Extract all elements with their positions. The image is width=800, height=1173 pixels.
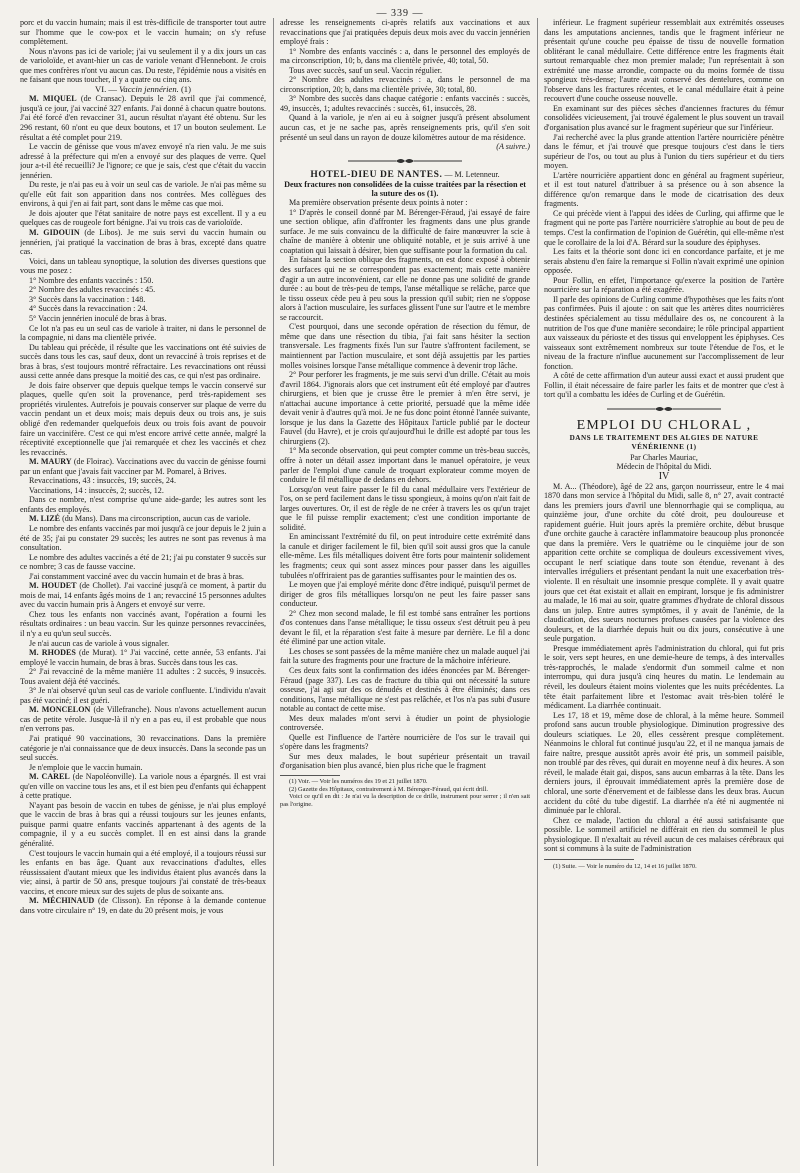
paragraph-text: Dans ce nombre, n'est comprise qu'une aide-garde; les autres sont les enfants des employés. — [20, 495, 266, 514]
paragraph: Ce qui précède vient à l'appui des idées de Curling, qui affirme que le fragment qui ne porte pas l'artère nourricière s'atrophie au bout de peu de temps. C'est la confirmation de l'opinion de Guérétin, qui elle-même n'est que le corollaire de la loi d'A. Bérard sur la soudure des épiphyses. — [544, 208, 784, 247]
paragraph — [20, 381, 266, 457]
paragraph: Les faits et la théorie sont donc ici en concordance parfaite, et je me serais abstenu d'en faire la remarque si Follin n'avait exprimé une opinion opposée. — [544, 247, 784, 276]
paragraph-text: Je dois faire observer que depuis quelque temps le vaccin conservé sur plaques, quelle qu'en soit la provenance, perd très-rapidement ses propriétés virulentes. Autrefois je pouvais conserver sur plaque de verre du vaccin pendant un et deux mois; mais depuis deux ou trois ans, je suis obligé d'en redemander quelquefois deux ou trois fois avant de pouvoir faire un vaccinifère. C'est ce qui m'est encore arrivé cette année, malgré la réceptivité exceptionnelle que j'ai remarquée et chez les vaccinés et chez les revaccinés. — [20, 380, 266, 457]
paragraph-text: (de Villefranche). Nous n'avons actuellement aucun cas de petite vérole. Jusque-là il n'y en a pas eu, il est probable que nous n'en verrons pas. — [20, 705, 266, 734]
paragraph — [20, 324, 266, 343]
paragraph-text: Je n'ai aucun cas de variole à vous signaler. — [29, 638, 170, 648]
article-heading — [280, 170, 530, 181]
paragraph — [20, 686, 266, 705]
paragraph-text: 2° J'ai revacciné de la même manière 11 adultes : 2 succès, 9 insuccès. Tous avaient déjà été vaccinés. — [20, 667, 266, 686]
paragraph: Tous avec succès, sauf un seul. Vaccin régulier. — [289, 65, 443, 75]
paragraph — [20, 572, 266, 582]
paragraph-text: (de Clisson). En réponse à la demande contenue dans votre circulaire n° 19, en date du 20 présent mois, je vous — [20, 896, 266, 915]
article-subtitle: DANS LE TRAITEMENT DES ALGIES DE NATURE VÉNÉRIENNE (1) — [569, 433, 759, 452]
to-be-continued: (A suivre.) — [496, 142, 530, 152]
paragraph-group — [20, 94, 266, 275]
paragraph: adresse les renseignements ci-après relatifs aux vaccinations et aux revaccinations que j'ai pratiquées depuis deux mois avec du vaccin jennérien employé frais : — [280, 18, 530, 47]
speaker-name: M. HOUDET — [29, 581, 77, 591]
paragraph: Nous n'avons pas ici de variole; j'ai vu seulement il y a dix jours un cas de varioloïde, et avant-hier un cas de variole venant d'Hennebont. Je crois que mes confrères n'ont vu aucun cas. Du reste, l'épidémie nous a visités en ne faisant que nous toucher, il y a quatre ou cinq ans. — [20, 46, 266, 85]
paragraph: C'est pourquoi, dans une seconde opération de résection du fémur, de même que dans une résection du tibia, j'ai fait sans hésiter la section transversale. Les fragments fixés l'un sur l'autre s'affrontent facilement, se maintiennent par l'action musculaire, et sont déjà assujettis par les parties molles voisines lorsque l'anse métallique commence à devenir trop lâche. — [280, 322, 530, 370]
paragraph — [20, 524, 266, 553]
paragraph-text: J'ai constamment vacciné avec du vaccin humain et de bras à bras. — [29, 571, 244, 581]
paragraph-text: (de Chollet). J'ai vacciné jusqu'à ce moment, à partir du mois de mai, 14 enfants âgés moins de 1 an; revacciné 15 personnes adultes avec du vaccin humain pris à Angers et envoyé sur verre. — [20, 581, 266, 610]
paragraph-text: Le nombre des enfants vaccinés par moi jusqu'à ce jour depuis le 2 juin a été de 35; j'ai pu constater 29 succès; les autres ne sont pas revenus à ma consultation. — [20, 523, 266, 553]
speaker-name: M. CAREL — [29, 772, 70, 782]
article-title: HOTEL-DIEU DE NANTES. — [310, 169, 443, 180]
paragraph-group — [544, 482, 784, 854]
paragraph: Lorsqu'on veut faire passer le fil du canal médullaire vers l'extérieur de l'os, on se perd facilement dans le tissu spongieux, à moins qu'on n'ait fait de larges ouvertures. Or, il est de règle de ne créer à travers les os qu'un trajet que le fil puisse remplir exactement; c'est une condition importante de solidité. — [280, 484, 530, 532]
paragraph — [20, 228, 266, 257]
footnote: Voici ce qu'il en dit : Je n'ai vu la description de ce drille, instrument pour serrer ; il n'en sait pas l'origine. — [280, 793, 530, 808]
speaker-name: M. MAURY — [29, 457, 72, 467]
speaker-name: M. MIQUEL — [29, 94, 77, 104]
paragraph-text: Vaccinations, 14 : insuccès, 2; succès, 12. — [29, 485, 164, 495]
paragraph: Quelle est l'influence de l'artère nourricière de l'os sur le travail qui s'opère dans les fragments? — [280, 732, 530, 752]
paragraph: Il parle des opinions de Curling comme d'hypothèses que les faits n'ont pas confirmées. Puis il ajoute : on sait que les artères dites nourricières destinées spécialement au tissu médullaire des os, ne concourent à la nutrition de l'os que d'une manière secondaire; le rôle principal appartient aux vaisseaux du périoste et des tissus qui enveloppent les épiphyses. Ces vaisseaux sont extrêmement nombreux sur toute l'étendue de l'os, et le niveau de la fracture n'influe aucunement sur l'accomplissement de leur fonction. — [544, 294, 784, 371]
paragraph: L'artère nourricière appartient donc en général au fragment supérieur, et il est tout naturel d'attribuer à sa présence ou à son absence la différence qu'on remarque dans le mode de cicatrisation des deux fragments. — [544, 170, 784, 209]
paragraph-group — [280, 198, 530, 771]
paragraph-text: (de Napoléonville). La variole nous a épargnés. Il est vrai qu'en ville on vaccine tous les ans, et il est bien peu d'enfants qui échappent à cette pratique. — [20, 772, 266, 801]
paragraph: porc et du vaccin humain; mais il est très-difficile de transporter tout autre sur l'homme que le cow-pox et le vaccin humain; on s'y refuse complètement. — [20, 18, 266, 47]
paragraph-text: (de Floirac). Vaccinations avec du vaccin de génisse fourni par un enfant que j'avais fait vacciner par M. Pomarel, à Brives. — [20, 457, 266, 476]
paragraph — [20, 343, 266, 381]
footnote-rule — [280, 775, 340, 776]
paragraph — [20, 257, 266, 276]
paragraph — [20, 476, 266, 486]
paragraph: 1° Nombre des enfants vaccinés : a, dans le personnel des employés de ma circonscription, 10; b, dans ma clientèle privée, 40; total, 50. — [280, 46, 530, 66]
paragraph — [20, 209, 266, 228]
paragraph-text: C'est toujours le vaccin humain qui a été employé, il a toujours réussi sur les enfants en bas âge. Quant aux revaccinations d'adultes, elles réussissaient d'autant mieux que les individus étaient plus avancés dans la vie; ainsi, à partir de 50 ans, presque toujours j'ai constaté de très-beaux vaccins, et encore mieux sur des sujets de plus de soixante ans. — [20, 848, 266, 896]
paragraph — [20, 667, 266, 686]
speaker-name: M. LIZÉ — [29, 514, 61, 524]
paragraph: Chez ce malade, l'action du chloral a été aussi satisfaisante que possible. Le sommeil artificiel ne différait en rien du sommeil le plus physiologique. Il n'exaltait au réveil aucun de ces malaises cérébraux qui sont si communs à la suite de l'administration — [544, 815, 784, 854]
article-author: — M. Letenneur. — [442, 169, 500, 179]
paragraph-text: Ce lot n'a pas eu un seul cas de variole à traiter, ni dans le personnel de la compagnie, ni dans ma clientèle privée. — [20, 323, 266, 343]
paragraph — [20, 896, 266, 915]
paragraph: 3° Nombre des succès dans chaque catégorie : enfants vaccinés : succès, 49, insuccès, 1; adultes revaccinés : succès, 61, insuccès, 28. — [280, 94, 530, 113]
paragraph-text: N'ayant pas besoin de vaccin en tubes de génisse, je n'ai plus employé que le vaccin de bras à bras qui a réussi toujours sur les jeunes enfants, puisque parmi quatre enfants vaccinés appartenant à des agents de la compagnie, il y a eu succès complet. Il en est ainsi dans la grande généralité. — [20, 800, 266, 849]
paragraph: M. A... (Théodore), âgé de 22 ans, garçon nourrisseur, entre le 4 mai 1870 dans mon service à l'hôpital du Midi, salle 8, n° 27, avait contracté dans les premiers jours d'avril une blennorrhagie qui se compliqua, au quinzième jour, d'une orchite du côté droit, peu douloureuse et rapidement guérie. Huit jours après la première orchite, début brusque d'une orchite gauche à caractère inflammatoire beaucoup plus prononcée que dans la première. Vers le quatrième ou le cinquième jour de son apparition cette orchite se compliqua de douleurs excessivement vives, occupant le nerf sciatique dans toute son étendue, revenant à des intervalles irréguliers et présentant pendant la nuit une exacerbation très-violente. Il en résultait une insomnie presque complète. Il y avait quatre jours que cet état existait et allait en empirant, lorsque je fis administrer au malade, le 16 mai au soir, quatre grammes d'hydrate de chloral dissous dans un julep. Entre autres symptômes, il y avait de l'anémie, de la claudication, des sueurs nocturnes profuses causées par la violence des douleurs, et de la diarrhée depuis huit ou dix jours, consécutive à une seule purgation. — [544, 481, 784, 644]
paragraph-text: (de Murat). 1° J'ai vacciné, cette année, 53 enfants. J'ai employé le vaccin humain, de bras à bras. Succès dans tous les cas. — [20, 648, 266, 667]
paragraph-text: (de Cransac). Depuis le 28 avril que j'ai commencé, jusqu'à ce jour, j'ai vacciné 327 enfants. J'ai donné à chacun quatre boutons. J'ai été forcé d'en revacciner 31, aucun résultat n'ayant été obtenu. Sur les 296 restant, 60 n'ont eu que deux boutons, et 17 un bouton seulement. Le résultat a été complet pour 219. — [20, 94, 266, 142]
footnotes — [280, 778, 530, 808]
paragraph — [20, 772, 266, 801]
paragraph: Pour Follin, en effet, l'importance qu'exerce la position de l'artère nourricière sur la réparation a été exagérée. — [544, 275, 784, 295]
paragraph — [20, 648, 266, 667]
paragraph — [20, 94, 266, 142]
paragraph — [20, 849, 266, 897]
paragraph-text: Je n'emploie que le vaccin humain. — [29, 762, 143, 772]
article-subtitle: Deux fractures non consolidées de la cuisse traitées par la résection et la suture des os (1). — [284, 180, 526, 199]
list-item: 1° Nombre des enfants vaccinés : 150. — [29, 275, 154, 285]
paragraph — [20, 553, 266, 572]
paragraph: J'ai recherché avec la plus grande attention l'artère nourricière pénètre dans le fémur, et j'ai trouvé que presque toujours c'est dans le tiers supérieur de l'os, ou tout au plus à l'union du tiers supérieur et du tiers moyen. — [544, 132, 784, 171]
paragraph-text: (du Mans). Dans ma circonscription, aucun cas de variole. — [60, 514, 251, 524]
paragraph: Ma première observation présente deux points à noter : — [289, 198, 468, 208]
list-item: 5° Vaccin jennérien inoculé de bras à bras. — [29, 313, 167, 323]
paragraph: A côté de cette affirmation d'un auteur aussi exact et aussi prudent que Follin, il était nécessaire de faire parler les faits et de montrer que c'est à tort qu'il a combattu les idées de Curling et de Guérétin. — [544, 371, 784, 400]
footnote: (1) Voir. — Voir les numéros des 19 et 21 juillet 1870. — [289, 778, 428, 786]
paragraph-text: Le vaccin de génisse que vous m'avez envoyé n'a rien valu. Je me suis adressé à la préfecture qui m'en a envoyé sur des plaques de verre. Quel jour a-t-il été recueilli? Je l'ignore; ce que je sais, c'est que c'était du vaccin jennérien. — [20, 142, 266, 180]
paragraph: Les choses se sont passées de la même manière chez un malade auquel j'ai fait la suture des fragments pour une fracture de la mâchoire inférieure. — [280, 646, 530, 666]
paragraph: Quand à la variole, je n'en ai eu à soigner jusqu'à présent absolument aucun cas, et je ne sache pas, après renseignements pris, qu'il s'en soit présenté un seul dans un rayon de douze kilomètres autour de ma résidence. — [280, 113, 530, 142]
paragraph: Mes deux malades m'ont servi à étudier un point de physiologie controversée. — [280, 713, 530, 733]
paragraph-text: 3° Je n'ai observé qu'un seul cas de variole confluente. L'individu n'avait pas été vacciné; il est guéri. — [20, 686, 266, 705]
paragraph — [20, 734, 266, 763]
column-right — [544, 18, 784, 1166]
ornament-divider — [605, 405, 723, 413]
paragraph: Sur mes deux malades, le bout supérieur présentait un travail d'organisation bien plus avancé, bien plus riche que le fragment — [280, 751, 530, 771]
paragraph: En amincissant l'extrémité du fil, on peut introduire cette extrémité dans la canule et diriger facilement le fil, bien qu'il soit aussi gros que la canule elle-même. Les fils métalliques doivent être forts pour maintenir solidement les fragments; ceux qui sont assez minces pour passer dans les aiguilles tubulées n'offriraient pas de garanties suffisantes pour le maintien des os. — [280, 532, 530, 580]
paragraph-text: (de Libos). Je me suis servi du vaccin humain ou jennérien, j'ai pratiqué la vaccination de bras à bras, excepté dans quatre cas. — [20, 228, 266, 257]
paragraph: Le moyen que j'ai employé mérite donc d'être indiqué, puisqu'il permet de diriger de gros fils métalliques lorsqu'on ne peut les faire passer sans conducteur. — [280, 580, 530, 609]
paragraph: 1° D'après le conseil donné par M. Bérenger-Féraud, j'ai essayé de faire une section oblique, afin d'affronter les fragments dans une plus grande surface. Je me suis convaincu de la difficulté de faire manœuvrer la scie à chaîne de manière à obtenir une obliquité notable, et je suis arrivé à une coaptation qui laissait à désirer, bien que suffisante pour la formation du cal. — [280, 207, 530, 255]
paragraph — [20, 581, 266, 610]
footnote-ref: (1) — [180, 83, 191, 94]
paragraph — [20, 705, 266, 734]
speaker-name: M. GIDOUIN — [29, 228, 80, 238]
paragraph-text: Voici, dans un tableau synoptique, la solution des diverses questions que vous me posez : — [20, 256, 266, 276]
paragraph-text: Du tableau qui précède, il résulte que les vaccinations ont été suivies de succès dans tous les cas, sauf deux, dont un revacciné à trois reprises et de bras à bras, s'est toujours montré réfractaire. Les revaccinations ont réussi aussi cette année dans presque la moitié des cas, ce qui n'est pas ordinaire. — [20, 342, 266, 381]
speaker-name: M. MONCELON — [29, 705, 91, 715]
list-item: 2° Nombre des adultes revaccinés : 45. — [29, 285, 156, 295]
paragraph — [20, 486, 266, 496]
speaker-name: M. MÉCHINAUD — [29, 896, 95, 906]
author-name: Par Charles Mauriac, — [630, 452, 698, 462]
column-divider — [273, 18, 274, 1166]
paragraph: 2° Pour perforer les fragments, je me suis servi d'un drille. C'était au mois d'avril 1864. J'ignorais alors que cet instrument eût été employé par d'autres chirurgiens, et bien que je crusse être le premier à m'en être servi, je n'attachai aucune importance à cette priorité, persuadé que la même idée devait venir à d'autres qu'à moi. Je ne fus donc point étonné l'année suivante, lorsque je lus dans la Gazette des Hôpitaux l'article publié par le docteur Fauvel (du Havre), et je crois qu'aujourd'hui le drille est adopté par tous les chirurgiens (2). — [280, 370, 530, 446]
column-divider — [537, 18, 538, 1166]
paragraph — [20, 495, 266, 514]
paragraph: En faisant la section oblique des fragments, on est donc exposé à obtenir des surfaces qui ne se correspondent pas exactement; mais cette manière d'agir a un autre inconvénient, car elle ne donne pas une solidité de grande durée : au bout de très-peu de temps, l'anse métallique se relâche, parce que le tissu osseux cède peu à peu sous la pression qu'il subit; rien ne s'oppose alors à l'action musculaire, les surfaces glissent l'une sur l'autre et le membre se raccourcit. — [280, 255, 530, 322]
page-number: — 339 — — [376, 8, 424, 19]
list-item: 4° Succès dans la revaccination : 24. — [29, 304, 148, 314]
paragraph — [20, 142, 266, 180]
article-title: EMPLOI DU CHLORAL , — [576, 417, 752, 433]
paragraph — [20, 610, 266, 639]
ornament-divider — [346, 157, 464, 165]
footnote: (2) Gazette des Hôpitaux, contrairement à M. Bérenger-Féraud, qui écrit drill. — [289, 785, 488, 793]
footnote-rule — [544, 859, 634, 860]
paragraph: inférieur. Le fragment supérieur ressemblait aux extrémités osseuses dans les amputations anciennes, tandis que le fragment inférieur ne présentait qu'une couche peu épaisse de tissu de nouvelle formation oblitérant le canal médullaire. Cette différence entre les fragments était surtout remarquable chez mon premier malade; l'un représentait à son extrémité une masse arrondie, compacte ou du moins formée de tissu spongieux très-dense; l'autre avait conservé des dentelures, comme on l'observe dans les fractures récentes, et le canal médullaire était à peine recouvert d'une couche osseuse nouvelle. — [544, 18, 784, 104]
paragraph — [20, 457, 266, 476]
paragraph: Ces deux faits sont la confirmation des idées énoncées par M. Bérenger-Féraud (page 337). Les cas de fracture du tibia qui ont nécessité la suture osseuse, j'ai agi sur des os dénudés et destinés à être éliminés; dans ces conditions, l'anse métallique ne s'est pas relâchée, et l'os n'a pas subi d'usure notable au contact de cette mise. — [280, 666, 530, 714]
footnote: (1) Suite. — Voir le numéro du 12, 14 et 16 juillet 1870. — [553, 862, 697, 870]
column-left — [20, 18, 266, 1166]
paragraph-text: Revaccinations, 43 : insuccès, 19; succès, 24. — [29, 476, 176, 486]
paragraph-text: Le nombre des adultes vaccinés a été de 21; j'ai pu constater 9 succès sur ce nombre; 3 cas de fausse vaccine. — [20, 552, 266, 572]
paragraph: 1° Ma seconde observation, qui peut compter comme un très-beau succès, offre à noter un détail assez important dans le manuel opératoire, je veux parler de l'emploi d'une canule de troquart explorateur comme moyen de conduire le fil métallique de dedans en dehors. — [280, 446, 530, 485]
section-number: VI. — — [95, 83, 120, 94]
author-title: Médecin de l'hôpital du Midi. — [616, 462, 712, 472]
section-heading — [20, 85, 266, 95]
paragraph-group — [544, 18, 784, 400]
paragraph — [20, 801, 266, 849]
paragraph-text: Chez tous les enfants non vaccinés avant, l'opération a fourni les résultats ordinaires : un beau vaccin. Sur les quinze personnes revaccinées, il n'y a eu qu'un seul succès. — [20, 609, 266, 638]
section-title: Vaccin jennérien. — [119, 83, 179, 94]
paragraph-group — [20, 324, 266, 916]
paragraph — [20, 639, 266, 649]
paragraph: 2° Nombre des adultes revaccinés : a, dans le personnel de ma circonscription, 20; b, dans ma clientèle privée, 30; total, 80. — [280, 75, 530, 94]
paragraph — [20, 180, 266, 209]
paragraph-text: Je dois ajouter que l'état sanitaire de notre pays est excellent. Il y a eu quelques cas de rougeole fort bénigne. J'ai vu trois cas de varioloïde. — [20, 208, 266, 228]
paragraph: En examinant sur des pièces sèches d'anciennes fractures du fémur consolidées vicieusement, j'ai trouvé également le plus souvent un travail d'organisation plus avancé sur le fragment supérieur que sur l'inférieur. — [544, 103, 784, 133]
paragraph — [20, 763, 266, 773]
list-item: 3° Succès dans la vaccination : 148. — [29, 294, 146, 304]
paragraph-text: Du reste, je n'ai pas eu à voir un seul cas de variole. Je n'ai pas même su qu'elle eût fait son apparition dans nos contrées. Mes collègues des environs, à qui j'en ai fait part, sont dans le même cas que moi. — [20, 180, 266, 209]
column-middle — [280, 18, 530, 1166]
paragraph-text: J'ai pratiqué 90 vaccinations, 30 revaccinations. Dans la première catégorie je n'ai connaissance que de deux insuccès. Dans la seconde pas un seul succès. — [20, 734, 266, 763]
paragraph: Les 17, 18 et 19, même dose de chloral, à la même heure. Sommeil profond sans aucun trouble physiologique. Diminution progressive des douleurs sciatiques. Le 20, elles cessèrent presque complètement. Néanmoins le chloral fut continué jusqu'au 22, et il ne manqua jamais de faire naître, presque aussitôt après avoir été pris, un sommeil paisible, non troublé par des rêves, qui durait en moyenne neuf à dix heures. A son réveil, le malade était gai, dispos, sans aucun embarras à la tête. Dans les derniers jours, il éprouvait immédiatement après la première dose de chloral, une sorte d'énervement et de faiblesse dans les deux bras. Aucun accident du côté du tube digestif. La diarrhée n'a été ni augmentée ni diminuée par le chloral. — [544, 710, 784, 816]
stats-list — [20, 276, 266, 324]
paragraph: 2° Chez mon second malade, le fil est tombé sans entraîner les portions d'os contenues dans l'anse métallique; le tissu osseux s'est détruit peu à peu devant le fil, et la réparation s'est faite à mesure par derrière. Le fil a donc été éliminé par une action vitale. — [280, 608, 530, 647]
paragraph: Presque immédiatement après l'administration du chloral, qui fut pris le soir, vers sept heures, en une demie-heure de temps, à des intervalles très-rapprochés, le malade s'endormit d'un sommeil calme et non interrompu, qui dura jusqu'à cinq heures du matin. Le lendemain au réveil, les douleurs étaient moins violentes que les nuits précédentes. La tête était parfaitement libre et l'estomac avait très-bien toléré le médicament. La diarrhée continuait. — [544, 643, 784, 711]
chapter-number: IV — [658, 470, 670, 482]
speaker-name: M. RHODES — [29, 648, 76, 658]
paragraph — [20, 514, 266, 524]
